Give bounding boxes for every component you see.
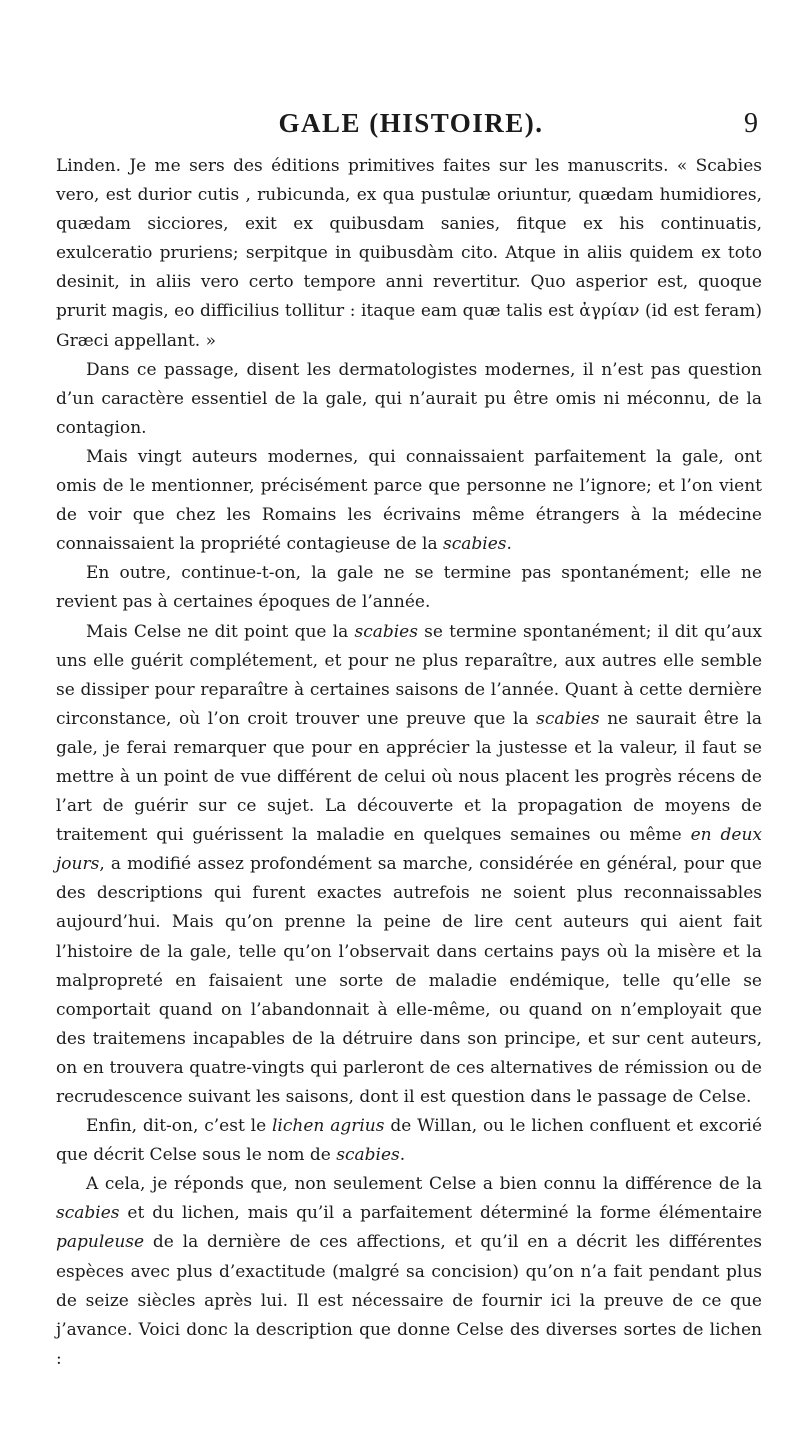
italic-term: scabies xyxy=(56,1203,120,1224)
page-number: 9 xyxy=(744,108,758,139)
text-run: de la dernière de ces affections, et qu’il en a décrit les différentes espèces avec plus d’exactitude (malgré sa concision) qu’on n’a fait pendant plus de seize siècles après lui. Il est nécessaire de fournir ici la preuve de ce que j’avance. Voici donc la description que donne Celse des diverses sortes de lichen : xyxy=(56,1232,762,1369)
text-run: ne saurait être la gale, je ferai remarquer que pour en apprécier la justesse et la valeur, il faut se mettre à un point de vue différent de celui où nous placent les progrès récens de l’art de guérir sur ce sujet. La découverte et la propagation de moyens de traitement qui guérissent la maladie en quelques semaines ou même xyxy=(56,708,762,846)
italic-term: papuleuse xyxy=(56,1232,145,1253)
paragraph-celse-quote xyxy=(56,152,762,356)
text-run: Enfin, dit-on, c’est le xyxy=(86,1116,272,1137)
text-run: . xyxy=(506,534,512,555)
paragraph-contagion-reply xyxy=(56,443,762,559)
italic-term: scabies xyxy=(443,534,507,555)
text-run: En outre, continue-t-on, la gale ne se termine pas spontanément; elle ne revient pas à certaines époques de l’année. xyxy=(56,563,762,613)
running-head xyxy=(64,108,758,148)
italic-term: scabies xyxy=(536,708,600,729)
italic-term: lichen agrius xyxy=(272,1116,385,1137)
text-run: se termine spontanément; il dit qu’aux uns elle guérit complétement, et pour ne plus reparaître, aux autres elle semble se dissiper pour reparaître à certaines saisons de l’année. Quant à cette dernière circonstance, où l’on croit trouver une preuve que la xyxy=(56,621,762,729)
paragraph-spontaneous-reply xyxy=(56,618,762,1113)
text-run: de Willan, ou le lichen confluent et excorié que décrit Celse sous le nom de xyxy=(56,1116,763,1166)
text-run: . xyxy=(399,1145,406,1166)
italic-term: scabies xyxy=(354,621,418,642)
paragraph-contagion-objection xyxy=(56,356,762,443)
text-run: Mais vingt auteurs modernes, qui connaissaient parfaitement la gale, ont omis de le mentionner, précisément parce que personne ne l’ignore; et l’on vient de voir que chez les Romains les écrivains même étrangers à la médecine connaissaient la propriété contagieuse de la xyxy=(56,446,762,555)
text-run: , a modifié assez profondément sa marche, considérée en général, pour que des descriptions qui furent exactes autrefois ne soient plus reconnaissables aujourd’hui. Mais qu’on prenne la peine de lire cent auteurs qui aient fait l’histoire de la gale, telle qu’on l’observait dans certains pays où la misère et la malpropreté en faisaient une sorte de maladie endémique, telle qu’elle se comportait quand on l’abandonnait à elle-même, ou quand on n’employait que des traitemens incapables de la détruire dans son principe, et sur cent auteurs, on en trouvera quatre-vingts qui parleront de ces alternatives de rémission ou de recrudescence suivant les saisons, dont il est question dans le passage de Celse. xyxy=(56,854,762,1107)
text-run: et du lichen, mais qu’il a parfaitement déterminé la forme élémentaire xyxy=(119,1203,762,1224)
text-run: Dans ce passage, disent les dermatologistes modernes, il n’est pas question d’un caractère essentiel de la gale, qui n’aurait pu être omis ni méconnu, de la contagion. xyxy=(56,359,762,438)
italic-term: en deux jours xyxy=(56,825,762,875)
text-run: Mais Celse ne dit point que la xyxy=(86,621,355,642)
running-title: GALE (HISTOIRE). xyxy=(278,108,544,138)
body-text xyxy=(56,152,762,1374)
italic-term: scabies xyxy=(336,1145,400,1166)
paragraph-lichen-objection xyxy=(56,1112,762,1170)
paragraph-lichen-reply xyxy=(56,1170,762,1374)
text-run: A cela, je réponds que, non seulement Celse a bien connu la différence de la xyxy=(86,1174,762,1195)
text-run: Linden. Je me sers des éditions primitives faites sur les manuscrits. « Scabies vero, est durior cutis , rubicunda, ex qua pustulæ oriuntur, quædam humidiores, quædam sicciores, exit ex quibusdam sanies, fitque ex his continuatis, exulceratio pruriens; serpitque in quibusdàm cito. Atque in aliis quidem ex toto desinit, in aliis vero certo tempore anni revertitur. Quo asperior est, quoque prurit magis, eo difficilius tollitur : itaque eam quæ talis est ἀγρίαν (id est feram) Græci appellant. » xyxy=(56,156,762,351)
paragraph-spontaneous-objection xyxy=(56,559,762,617)
